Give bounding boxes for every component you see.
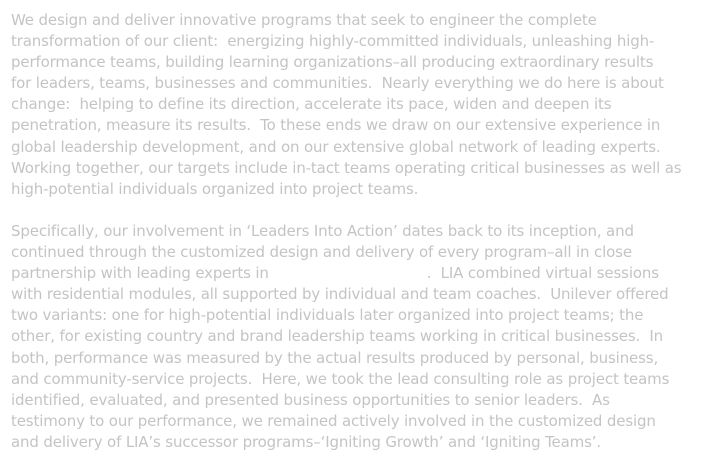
text-line: with residential modules, all supported by individual and team coaches. Unilever offered [11,285,669,304]
text-line: Specifically, our involvement in ‘Leaders Into Action’ dates back to its inception, and [11,221,634,240]
text-fragment: partnership with leading experts in [11,264,269,283]
paragraph-intro [11,10,695,200]
text-line: other, for existing country and brand leadership teams working in critical businesses. In [11,327,664,346]
text-line: both, performance was measured by the actual results produced by personal, business, [11,348,659,367]
text-line: performance teams, building learning organizations–all producing extraordinary results [11,53,654,72]
text-line: two variants: one for high-potential individuals later organized into project teams; the [11,306,644,325]
text-line: global leadership development, and on our extensive global network of leading experts. [11,137,661,156]
paragraph-lia-involvement [11,221,695,453]
text-line: for leaders, teams, businesses and communities. Nearly everything we do here is about [11,74,664,93]
text-line: transformation of our client: energizing highly-committed individuals, unleashing high- [11,32,655,51]
text-line: change: helping to define its direction, accelerate its pace, widen and deepen its [11,95,612,114]
paragraph-spacer [11,200,695,221]
text-line: penetration, measure its results. To these ends we draw on our extensive experience in [11,116,661,135]
text-line: high-potential individuals organized into project teams. [11,179,419,198]
text-line-with-gap [11,263,695,284]
text-line: We design and deliver innovative programs that seek to engineer the complete [11,11,597,29]
text-line: identified, evaluated, and presented business opportunities to senior leaders. As [11,390,610,409]
text-line: and community-service projects. Here, we took the lead consulting role as project teams [11,369,670,388]
text-line: continued through the customized design and delivery of every program–all in close [11,243,632,262]
text-line: Working together, our targets include in-tact teams operating critical businesses as well as [11,158,682,177]
text-fragment: . LIA combined virtual sessions [426,264,659,283]
text-line: and delivery of LIA’s successor programs–‘Igniting Growth’ and ‘Igniting Teams’. [11,432,602,451]
text-line: testimony to our performance, we remained actively involved in the customized design [11,411,656,430]
